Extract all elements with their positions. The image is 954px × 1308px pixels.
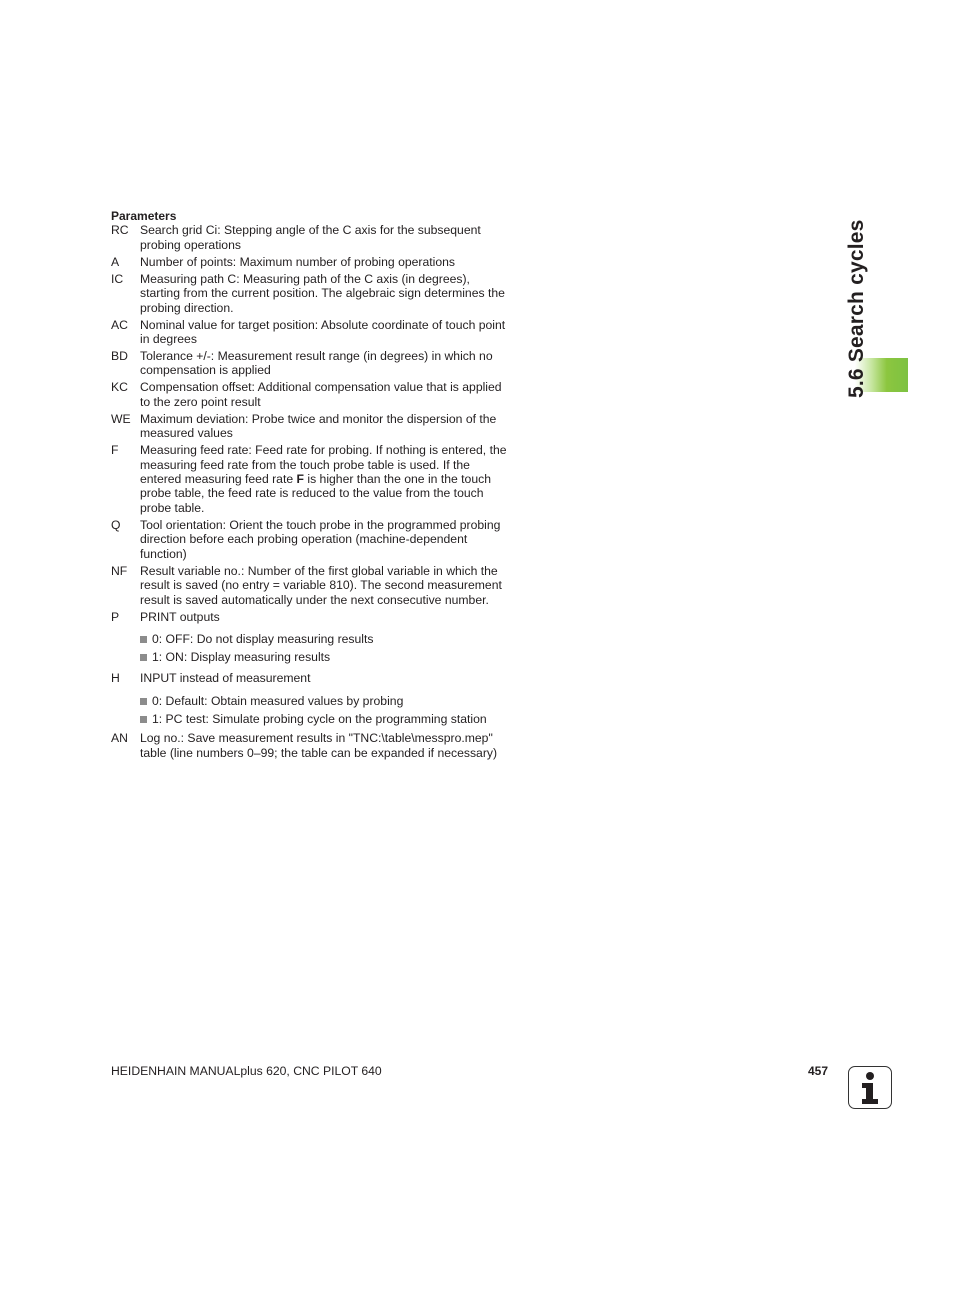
info-glyph-icon bbox=[858, 1071, 882, 1105]
param-description bbox=[140, 443, 511, 515]
option-text: 0: Default: Obtain measured values by probing bbox=[152, 693, 404, 708]
param-description: Measuring path C: Measuring path of the C axis (in degrees), starting from the current position. The algebraic sign determines the probing direction. bbox=[140, 271, 505, 315]
parameters-heading: Parameters bbox=[111, 209, 177, 223]
param-code: IC bbox=[111, 271, 124, 286]
section-title: 5.6 Search cycles bbox=[845, 219, 868, 398]
param-p bbox=[111, 610, 511, 669]
option-text: 0: OFF: Do not display measuring results bbox=[152, 631, 374, 646]
param-description: Nominal value for target position: Absolute coordinate of touch point in degrees bbox=[140, 317, 506, 347]
param-code: Q bbox=[111, 517, 121, 532]
info-icon bbox=[848, 1066, 892, 1109]
param-code: BD bbox=[111, 349, 128, 364]
parameters-section bbox=[111, 209, 511, 763]
param-code: WE bbox=[111, 411, 131, 426]
square-bullet-icon bbox=[140, 636, 147, 643]
param-code: P bbox=[111, 609, 120, 624]
param-code: KC bbox=[111, 380, 128, 395]
param-description: Tool orientation: Orient the touch probe in the programmed probing direction before each probing operation (machine-dependent function) bbox=[140, 517, 501, 561]
manual-title: HEIDENHAIN MANUALplus 620, CNC PILOT 640 bbox=[111, 1064, 382, 1078]
param-description: Log no.: Save measurement results in "TNC:\table\messpro.mep" table (line numbers 0–99; the table can be expanded if necessary) bbox=[140, 731, 498, 760]
param-kc bbox=[111, 380, 511, 409]
param-description-bold: F bbox=[296, 472, 304, 487]
param-nf bbox=[111, 564, 511, 607]
param-description-block bbox=[140, 610, 511, 669]
param-bd bbox=[111, 349, 511, 378]
option-item bbox=[140, 712, 511, 726]
param-h bbox=[111, 671, 511, 728]
param-rc bbox=[111, 223, 511, 252]
param-code: AC bbox=[111, 317, 128, 332]
option-item bbox=[140, 694, 511, 708]
param-code: A bbox=[111, 254, 120, 269]
param-we bbox=[111, 412, 511, 441]
param-code: RC bbox=[111, 223, 129, 238]
param-code: H bbox=[111, 671, 120, 686]
param-description: PRINT outputs bbox=[140, 609, 220, 624]
param-q bbox=[111, 518, 511, 561]
param-description: Tolerance +/-: Measurement result range (in degrees) in which no compensation is applied bbox=[140, 349, 493, 378]
param-a bbox=[111, 255, 511, 269]
param-ac bbox=[111, 318, 511, 347]
param-description: Result variable no.: Number of the first global variable in which the result is saved (no entry = variable 810). The second measurement result is saved automatically under the next consecutive number. bbox=[140, 563, 502, 607]
option-item bbox=[140, 650, 511, 664]
param-description: Number of points: Maximum number of probing operations bbox=[140, 254, 455, 269]
square-bullet-icon bbox=[140, 698, 147, 705]
param-f bbox=[111, 443, 511, 515]
param-description: Maximum deviation: Probe twice and monitor the dispersion of the measured values bbox=[140, 411, 497, 441]
param-code: F bbox=[111, 443, 119, 458]
param-description-part: Measuring feed rate: Feed rate for probing. If nothing is entered, the measuring feed rate from the touch probe table is used. If the entered measuring feed rate bbox=[140, 443, 507, 487]
square-bullet-icon bbox=[140, 716, 147, 723]
option-list bbox=[140, 694, 511, 727]
param-an bbox=[111, 731, 511, 760]
option-item bbox=[140, 632, 511, 646]
param-description: Search grid Ci: Stepping angle of the C axis for the subsequent probing operations bbox=[140, 223, 481, 252]
param-code: AN bbox=[111, 731, 128, 746]
option-list bbox=[140, 632, 511, 665]
param-description: INPUT instead of measurement bbox=[140, 671, 311, 686]
page-number: 457 bbox=[808, 1064, 829, 1078]
option-text: 1: PC test: Simulate probing cycle on the programming station bbox=[152, 712, 487, 727]
param-ic bbox=[111, 272, 511, 315]
param-description-part: is higher than the one in the touch probe table, the feed rate is reduced to the value from the touch probe table. bbox=[140, 472, 491, 515]
square-bullet-icon bbox=[140, 654, 147, 661]
param-code: NF bbox=[111, 563, 128, 578]
param-description-block bbox=[140, 671, 511, 728]
param-description: Compensation offset: Additional compensation value that is applied to the zero point result bbox=[140, 380, 502, 409]
option-text: 1: ON: Display measuring results bbox=[152, 650, 331, 665]
